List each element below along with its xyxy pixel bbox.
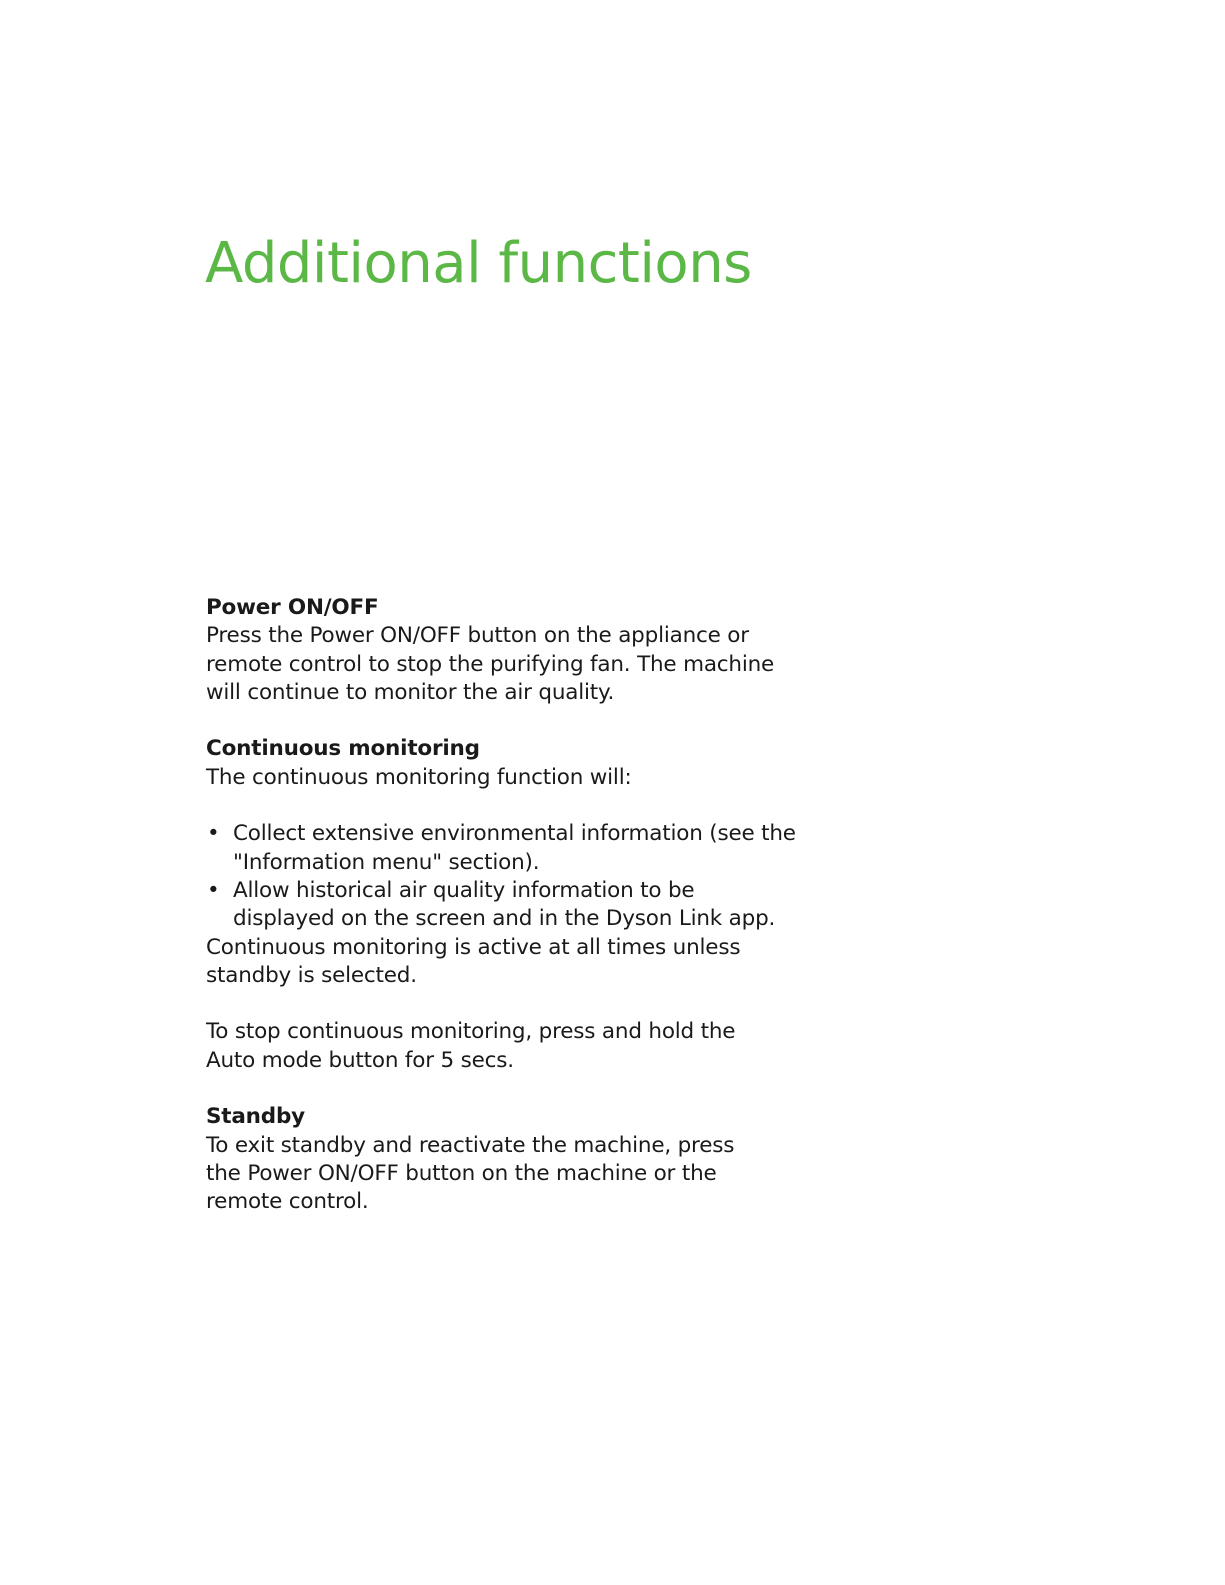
bullet-line: Allow historical air quality information to be — [233, 877, 695, 903]
monitoring-stop-line: To stop continuous monitoring, press and hold the — [206, 1019, 736, 1045]
monitoring-stop-paragraph — [206, 1018, 806, 1075]
power-section — [206, 594, 806, 707]
power-line: will continue to monitor the air quality. — [206, 679, 615, 705]
monitoring-active-paragraph — [206, 934, 806, 991]
standby-paragraph — [206, 1132, 806, 1217]
monitoring-stop-line: Auto mode button for 5 secs. — [206, 1047, 514, 1073]
power-line: remote control to stop the purifying fan. The machine — [206, 651, 775, 677]
bullet-line: displayed on the screen and in the Dyson Link app. — [233, 906, 776, 932]
bullet-icon: • — [207, 821, 220, 847]
monitoring-bullet-list — [206, 820, 806, 933]
page-title: Additional functions — [205, 231, 752, 296]
power-paragraph — [206, 622, 806, 707]
monitoring-active-line: Continuous monitoring is active at all times unless — [206, 934, 741, 960]
monitoring-active-line: standby is selected. — [206, 962, 417, 988]
standby-line: remote control. — [206, 1189, 369, 1215]
list-item — [206, 877, 806, 934]
monitoring-intro: The continuous monitoring function will: — [206, 764, 632, 790]
monitoring-section — [206, 735, 806, 1075]
power-line: Press the Power ON/OFF button on the appliance or — [206, 623, 749, 649]
bullet-line: "Information menu" section). — [233, 849, 540, 875]
power-heading: Power ON/OFF — [206, 595, 379, 620]
standby-line: the Power ON/OFF button on the machine or the — [206, 1160, 717, 1186]
standby-line: To exit standby and reactivate the machine, press — [206, 1132, 735, 1158]
bullet-icon: • — [207, 877, 220, 903]
instructions-body — [206, 594, 806, 1217]
monitoring-heading: Continuous monitoring — [206, 736, 480, 762]
standby-heading: Standby — [206, 1104, 305, 1130]
standby-section — [206, 1103, 806, 1216]
list-item — [206, 820, 806, 877]
bullet-line: Collect extensive environmental information (see the — [233, 821, 796, 847]
